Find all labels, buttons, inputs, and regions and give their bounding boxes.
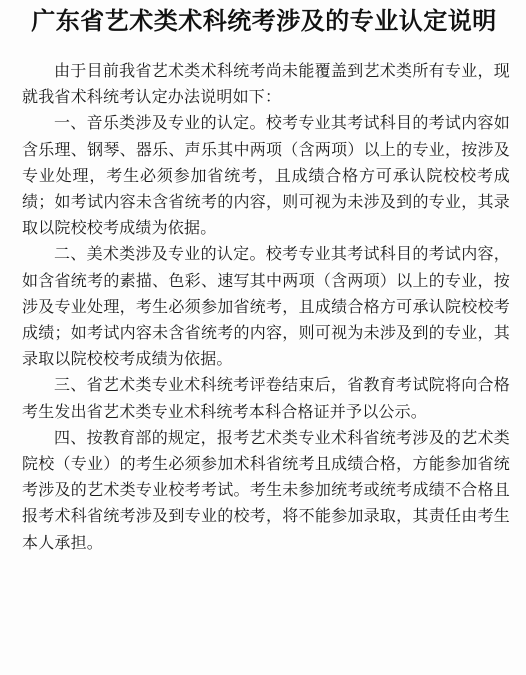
paragraph-intro: 由于目前我省艺术类术科统考尚未能覆盖到艺术类所有专业，现就我省术科统考认定办法说明如下：: [22, 61, 510, 107]
document-body: [22, 58, 510, 556]
paragraph-fine-arts: 二、美术类涉及专业的认定。校考专业其考试科目的考试内容，如含省统考的素描、色彩、速写其中两项（含两项）以上的专业，按涉及专业处理，考生必须参加省统考，且成绩合格方可承认院校校考成绩；如考试内容未含省统考的内容，则可视为未涉及到的专业，其录取以院校校考成绩为依据。: [22, 244, 510, 369]
paragraph-ministry-rule: 四、按教育部的规定，报考艺术类专业术科省统考涉及的艺术类院校（专业）的考生必须参加术科省统考且成绩合格，方能参加省统考涉及的艺术类专业校考考试。考生未参加统考或统考成绩不合格且报考术科省统考涉及到专业的校考，将不能参加录取，其责任由考生本人承担。: [22, 427, 510, 552]
paragraph-music: 一、音乐类涉及专业的认定。校考专业其考试科目的考试内容如含乐理、钢琴、器乐、声乐其中两项（含两项）以上的专业，按涉及专业处理，考生必须参加省统考，且成绩合格方可承认院校校考成绩；如考试内容未含省统考的内容，则可视为未涉及到的专业，其录取以院校校考成绩为依据。: [22, 113, 510, 238]
document-title: 广东省艺术类术科统考涉及的专业认定说明: [31, 6, 497, 35]
paragraph-certificate: 三、省艺术类专业术科统考评卷结束后，省教育考试院将向合格考生发出省艺术类专业术科统考本科合格证并予以公示。: [22, 375, 510, 421]
